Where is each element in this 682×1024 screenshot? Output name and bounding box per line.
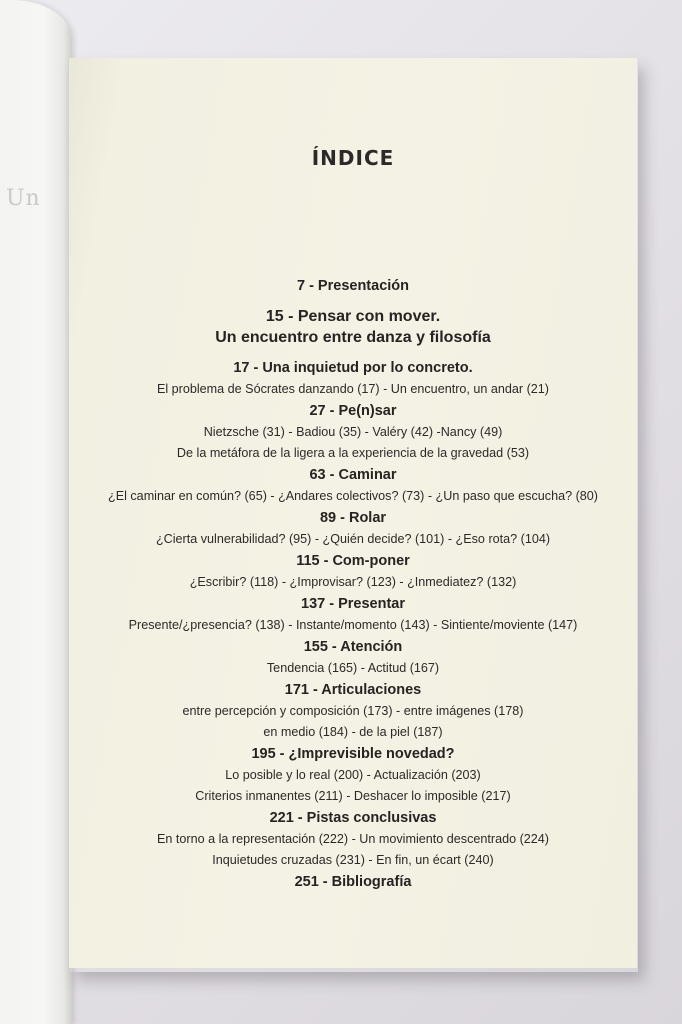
toc-entry-subitems: ¿Escribir? (118) - ¿Improvisar? (123) - ¿Inmediatez? (132): [189, 575, 517, 589]
toc-entry: [69, 358, 637, 400]
toc-entry: [69, 551, 637, 593]
toc-entry: [69, 594, 637, 636]
toc-entry-title: 171 - Articulaciones: [284, 682, 422, 698]
toc-entry-subitems: Lo posible y lo real (200) - Actualización (203): [225, 768, 481, 782]
toc-entry: [69, 680, 637, 743]
toc-entry: [69, 872, 637, 893]
toc-entry-title: 17 - Una inquietud por lo concreto.: [233, 360, 473, 376]
toc-entry-subitems: Criterios inmanentes (211) - Deshacer lo imposible (217): [195, 789, 511, 803]
toc-entry-title: 115 - Com-poner: [296, 553, 410, 569]
toc-entry-subitems: Inquietudes cruzadas (231) - En fin, un écart (240): [212, 853, 494, 867]
toc-entry-title: 27 - Pe(n)sar: [309, 403, 397, 419]
toc-entry: [69, 637, 637, 679]
left-page: [0, 0, 72, 1024]
toc-entry-title: 63 - Caminar: [309, 467, 397, 483]
toc-entry: [69, 808, 637, 871]
toc-entry-title: 221 - Pistas conclusivas: [269, 810, 437, 826]
toc-entry-title: 7 - Presentación: [296, 278, 409, 294]
table-of-contents: [69, 276, 637, 893]
toc-entry-title: 15 - Pensar con mover.: [265, 308, 441, 325]
index-page: [68, 58, 637, 968]
toc-entry-subitems: ¿El caminar en común? (65) - ¿Andares colectivos? (73) - ¿Un paso que escucha? (80): [108, 489, 598, 503]
toc-entry-subitems: Tendencia (165) - Actitud (167): [266, 661, 440, 675]
toc-entry: [69, 508, 637, 550]
toc-entry-subitems: en medio (184) - de la piel (187): [263, 725, 443, 739]
toc-entry-subitems: ¿Cierta vulnerabilidad? (95) - ¿Quién decide? (101) - ¿Eso rota? (104): [155, 532, 551, 546]
toc-entry-subitems: El problema de Sócrates danzando (17) - Un encuentro, un andar (21): [156, 382, 550, 396]
toc-entry-title: 137 - Presentar: [301, 596, 405, 612]
page-title: ÍNDICE: [311, 146, 395, 170]
toc-entry-title: 155 - Atención: [303, 639, 403, 655]
toc-entry-title: 89 - Rolar: [319, 510, 387, 526]
toc-entry-subitems: entre percepción y composición (173) - entre imágenes (178): [182, 704, 524, 718]
toc-entry-title: 195 - ¿Imprevisible novedad?: [251, 746, 455, 762]
toc-entry: [69, 276, 637, 297]
toc-entry: [69, 401, 637, 464]
toc-entry-subitems: En torno a la representación (222) - Un movimiento descentrado (224): [156, 832, 549, 846]
left-page-partial-text: Un: [6, 186, 41, 211]
toc-entry-title: 251 - Bibliografía: [294, 874, 412, 890]
toc-entry-subitems: Presente/¿presencia? (138) - Instante/momento (143) - Sintiente/moviente (147): [128, 618, 578, 632]
toc-entry-subitems: Nietzsche (31) - Badiou (35) - Valéry (42) -Nancy (49): [203, 425, 503, 439]
toc-entry-subitems: De la metáfora de la ligera a la experiencia de la gravedad (53): [176, 446, 530, 460]
toc-entry: [69, 744, 637, 807]
toc-entry-title-line2: Un encuentro entre danza y filosofía: [215, 329, 491, 346]
toc-entry: [69, 306, 637, 348]
toc-entry: [69, 465, 637, 507]
